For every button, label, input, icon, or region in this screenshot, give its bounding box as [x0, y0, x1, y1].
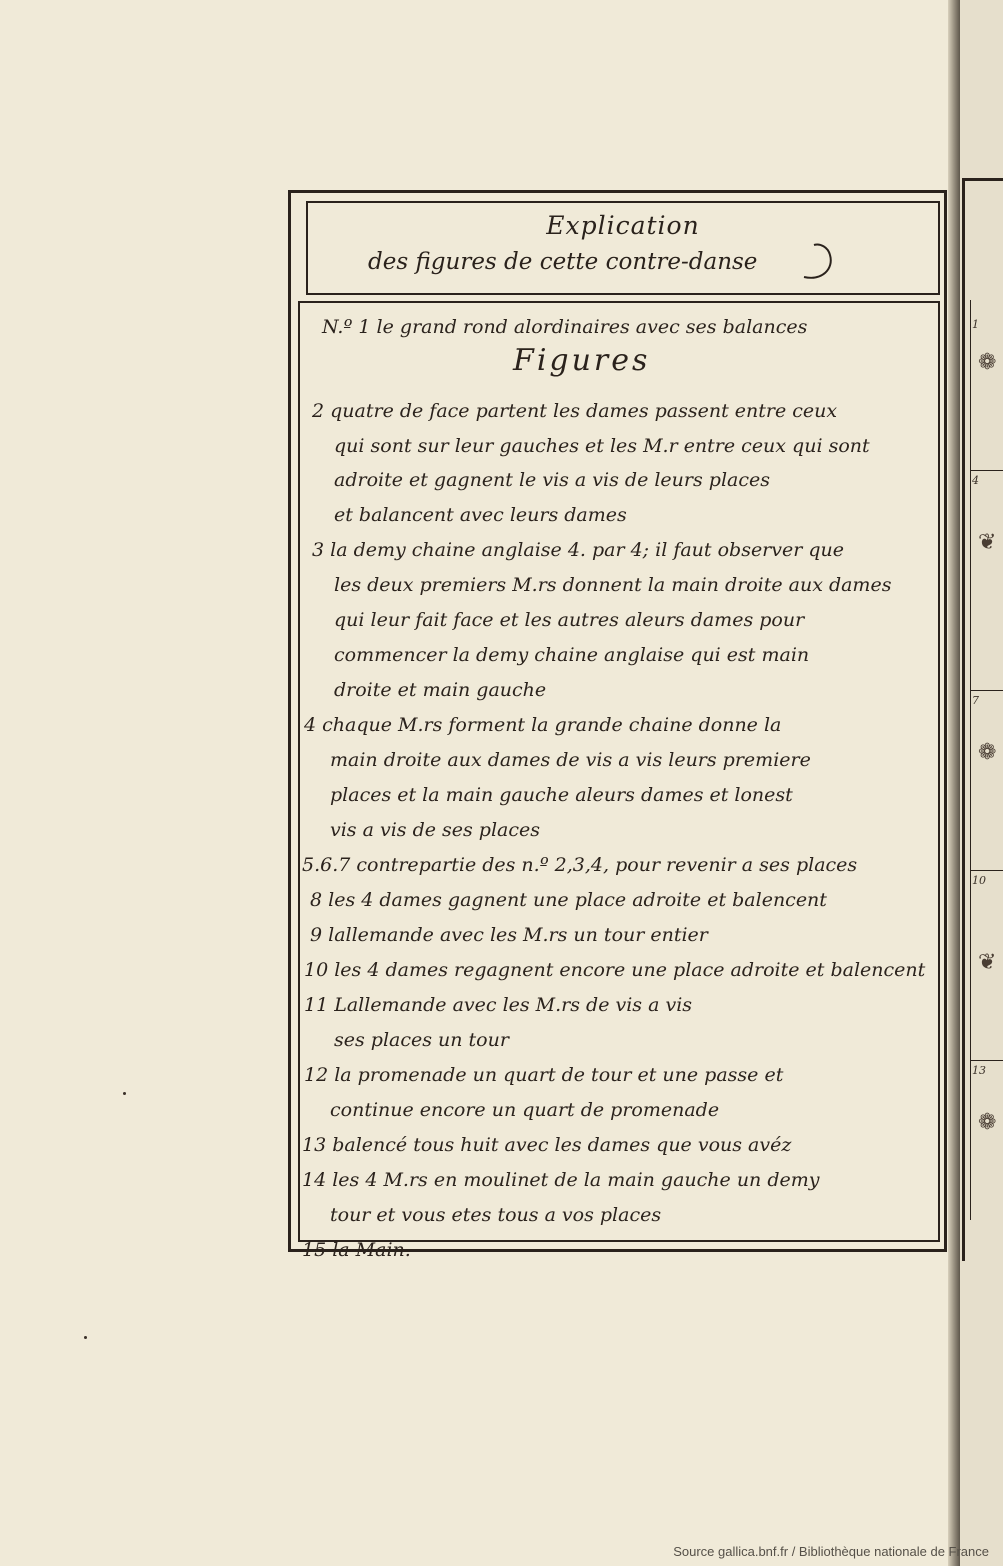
dance-figure-icon: ❁: [978, 350, 997, 375]
text-line: qui leur fait face et les autres aleurs dames pour: [334, 609, 805, 631]
paper-speck: [123, 1092, 126, 1095]
text-line: 10 les 4 dames regagnent encore une place adroite et balencent: [304, 959, 926, 981]
text-line: 8 les 4 dames gagnent une place adroite et balencent: [310, 889, 827, 911]
adjacent-divider: [970, 1060, 1003, 1061]
text-line: 11 Lallemande avec les M.rs de vis a vis: [304, 994, 693, 1016]
title-box: [306, 201, 940, 295]
text-line: 12 la promenade un quart de tour et une passe et: [304, 1064, 784, 1086]
text-line: 13 balencé tous huit avec les dames que vous avéz: [302, 1134, 792, 1156]
text-line: 15 la Main.: [302, 1239, 411, 1261]
adjacent-page: [960, 0, 1003, 1566]
adjacent-divider: [970, 470, 1003, 471]
title-explication: Explication: [546, 211, 700, 240]
adjacent-figure-number: 10: [972, 874, 986, 887]
text-line: qui sont sur leur gauches et les M.r entre ceux qui sont: [334, 435, 870, 457]
text-line: 5.6.7 contrepartie des n.º 2,3,4, pour revenir a ses places: [302, 854, 858, 876]
source-credit: Source gallica.bnf.fr / Bibliothèque nationale de France: [673, 1544, 989, 1559]
text-line: vis a vis de ses places: [330, 819, 541, 841]
adjacent-figure-number: 4: [972, 474, 979, 487]
text-line: adroite et gagnent le vis a vis de leurs places: [334, 469, 770, 491]
paper-speck: [84, 1336, 87, 1339]
dance-figure-icon: ❦: [978, 950, 997, 975]
text-line: main droite aux dames de vis a vis leurs premiere: [330, 749, 811, 771]
text-line: 2 quatre de face partent les dames passent entre ceux: [312, 400, 838, 422]
text-line: 3 la demy chaine anglaise 4. par 4; il faut observer que: [312, 539, 845, 561]
text-line: et balancent avec leurs dames: [334, 504, 627, 526]
figures-heading: Figures: [513, 343, 651, 378]
text-line: 4 chaque M.rs forment la grande chaine donne la: [304, 714, 782, 736]
text-line: places et la main gauche aleurs dames et lonest: [330, 784, 793, 806]
text-line: tour et vous etes tous a vos places: [330, 1204, 662, 1226]
title-subtitle: des figures de cette contre-danse: [368, 249, 758, 275]
text-line: commencer la demy chaine anglaise qui est main: [334, 644, 810, 666]
text-line: droite et main gauche: [334, 679, 547, 701]
dance-figure-icon: ❁: [978, 1110, 997, 1135]
binding-gutter: [948, 0, 960, 1566]
text-line: 14 les 4 M.rs en moulinet de la main gauche un demy: [302, 1169, 820, 1191]
text-line: ses places un tour: [334, 1029, 509, 1051]
text-line: N.º 1 le grand rond alordinaires avec ses balances: [322, 316, 808, 338]
flourish-ornament: [800, 239, 840, 285]
adjacent-figure-number: 7: [972, 694, 979, 707]
adjacent-figure-number: 1: [972, 318, 979, 331]
adjacent-figure-number: 13: [972, 1064, 986, 1077]
text-line: 9 lallemande avec les M.rs un tour entier: [310, 924, 708, 946]
text-line: continue encore un quart de promenade: [330, 1099, 720, 1121]
dance-figure-icon: ❁: [978, 740, 997, 765]
adjacent-divider: [970, 690, 1003, 691]
text-line: les deux premiers M.rs donnent la main droite aux dames: [334, 574, 892, 596]
dance-figure-icon: ❦: [978, 530, 997, 555]
adjacent-divider: [970, 870, 1003, 871]
